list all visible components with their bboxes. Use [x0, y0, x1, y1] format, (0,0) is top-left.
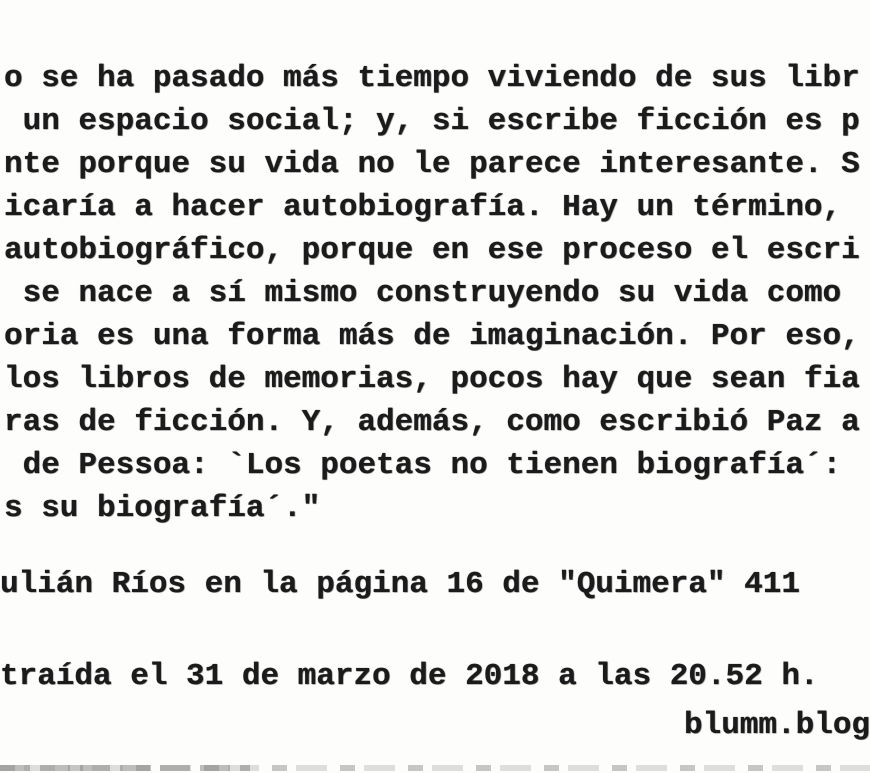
typewritten-line: ras de ficción. Y, además, como escribió Paz a	[4, 405, 860, 440]
typewritten-line: o se ha pasado más tiempo viviendo de sus libr	[4, 61, 860, 96]
blog-url-line: blumm.blog	[684, 708, 870, 743]
typewritten-line: oria es una forma más de imaginación. Por eso,	[4, 319, 860, 354]
quote-paragraph	[4, 57, 860, 530]
typewritten-line: nte porque su vida no le parece interesante. S	[4, 147, 860, 182]
typewritten-line: icaría a hacer autobiografía. Hay un término,	[4, 190, 842, 225]
cut-off-text-edge-dark-segment	[0, 765, 250, 771]
typewritten-line: se nace a sí mismo construyendo su vida como	[4, 276, 842, 311]
typewritten-line: autobiográfico, porque en ese proceso el escri	[4, 233, 860, 268]
cut-off-text-edge	[0, 765, 870, 771]
typewritten-line: de Pessoa: `Los poetas no tienen biografía´:	[4, 448, 842, 483]
typewritten-line: los libros de memorias, pocos hay que sean fia	[4, 362, 860, 397]
typewritten-line: un espacio social; y, si escribe ficción es p	[4, 104, 860, 139]
typewritten-line: s su biografía´."	[4, 491, 321, 526]
extraction-date-line: traída el 31 de marzo de 2018 a las 20.52 h.	[0, 659, 819, 694]
attribution-line: ulián Ríos en la página 16 de "Quimera" 411	[0, 567, 800, 602]
